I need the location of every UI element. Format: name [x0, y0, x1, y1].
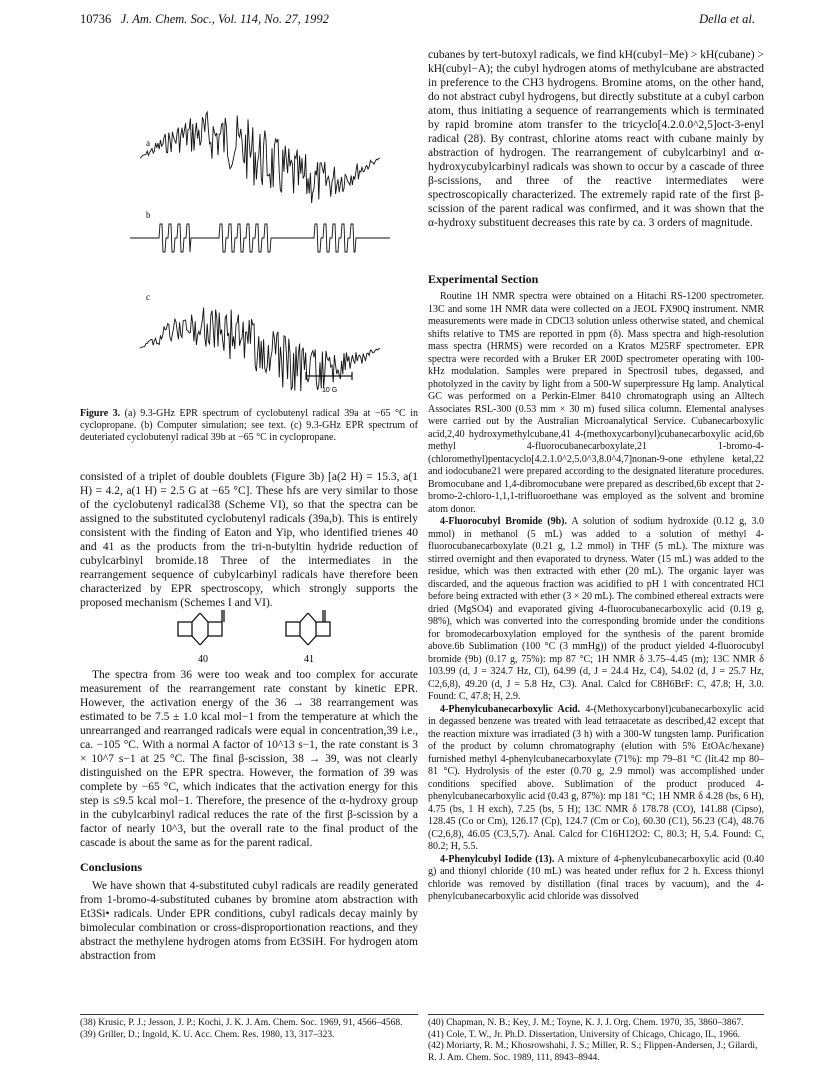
running-header-left: [80, 12, 329, 27]
spectrum-line: [140, 112, 380, 203]
structure-40: [178, 610, 224, 645]
footnote-40: (40) Chapman, N. B.; Key, J. M.; Toyne, K. J. J. Org. Chem. 1970, 35, 3860–3867.: [428, 1018, 744, 1028]
footnote-41: (41) Cole, T. W., Jr. Ph.D. Dissertation, University of Chicago, Chicago, IL, 1966.: [428, 1029, 741, 1040]
footnote-rule: [428, 1014, 764, 1015]
caption-text: (a) 9.3-GHz EPR spectrum of cyclobutenyl radical 39a at −65 °C in cyclopropane. (b) Computer simulation; see text. (c) 9.3-GHz EPR spectrum of deuteriated cyclobutenyl radical 39b at −65 °C in cyclopropane.: [80, 408, 418, 444]
right-paragraph-top: [428, 48, 764, 230]
body-paragraph: cubanes by tert-butoxyl radicals, we find kH(cubyl−Me) > kH(cubane) > kH(cubyl−A); the cubyl hydrogen atoms of methylcubane are abstracted in preference to the CH3 hydrogens. Bromine atoms, on the other hand, do not abstract cubyl hydrogens, but directly substitute at a cubyl carbon atom, thus initiating a sequence of rearrangements which is terminated by rapid bromine atom transfer to the tricyclo[4.2.0.0^2,5]oct-3-enyl radical (28). By contrast, chlorine atoms react with cubane mainly by abstraction of hydrogen. The rearrangement of cubylcarbinyl and α-hydroxycubylcarbinyl radicals was shown to occur by a cascade of three β-scissions, and three of the reactive intermediates were spectroscopically characterized. The extremely rapid rate of the first β-scission of the parent radical was confirmed, and it was shown that the α-hydroxy substituent decreases this rate by ca. 3 orders of magnitude.: [428, 49, 764, 229]
label-40: 40: [198, 654, 208, 665]
structures-40-41: [80, 608, 418, 666]
body-paragraph: consisted of a triplet of double doublets (Figure 3b) [a(2 H) = 15.3, a(1 H) = 4.2, a(1 H) = 2.5 G at −65 °C]. These hfs are very similar to those of the cyclobutenyl radical38 (Scheme VI), so that the spectra can be assigned to the substituted cyclobutenyl radicals (39a,b). This is entirely consistent with the finding of Eaton and Yip, who identified trienes 40 and 41 as the products from the tri-n-butyltin hydride reduction of cubylcarbinyl bromide.18 Three of the intermediates in the rearrangement sequence of cubylcarbinyl radicals have therefore been characterized by EPR spectroscopy, which strongly supports the proposed mechanism (Schemes I and VI).: [80, 471, 418, 609]
spectrum-line: [140, 308, 380, 392]
running-header-authors: Della et al.: [699, 12, 755, 26]
footnotes-right: [428, 1014, 764, 1064]
footnotes-left: [80, 1014, 418, 1041]
figure-caption: [80, 408, 418, 445]
compound-heading: 4-Phenylcubanecarboxylic Acid.: [440, 703, 581, 715]
label-41: 41: [304, 654, 314, 665]
caption-label: Figure 3.: [80, 408, 121, 419]
procedure-text: A solution of sodium hydroxide (0.12 g, 3.0 mmol) in methanol (5 mL) was added to a solution of methyl 4-fluorocubanecarboxylate (0.21 g, 1.2 mmol) in THF (5 mL). The mixture was stirred overnight and then evaporated to dryness. Water (15 mL) was added to the residue, which was then extracted with ether (20 mL). The organic layer was discarded, and the aqueous fraction was acidified to pH 1 with concentrated HCl before being extracted with ether (3 × 20 mL). The combined ethereal extracts were dried (MgSO4) and evaporated giving 4-fluorocubanecarboxylic acid (0.19 g, 98%), which was converted into the corresponding bromide under the conditions for bromodecarboxylation employed for the synthesis of the parent bromide above.6b Sublimation (100 °C (3 mmHg)) of the product yielded 4-fluorocubyl bromide (9b) (0.17 g, 75%): mp 87 °C; 1H NMR δ 3.75–4.45 (m); 13C NMR δ 103.99 (d, J = 324.7 Hz, Cl), 64.99 (d, J = 24.4 Hz, C4), 54.02 (d, J = 25.7 Hz, C2,6,8), 49.20 (d, J = 5.8 Hz, C3). Anal. Calcd for C8H6BrF: C, 47.8; H, 3.0. Found: C, 47.8; H, 2.9.: [428, 516, 764, 702]
panel-label-a: a: [146, 138, 150, 148]
procedure-text: 4-(Methoxycarbonyl)cubanecarboxylic acid in degassed benzene was treated with lead tetraacetate as described,42 except that the reaction mixture was irradiated (3 h) with a 300-W tungsten lamp. Purification of the product by column chromatography (elution with 5% EtOAc/hexane) furnished methyl 4-phenylcubanecarboxylate (71%): mp 79–81 °C (lit.42 mp 80–81 °C). Hydrolysis of the ester (0.70 g, 2.9 mmol) was accomplished under conditions specified above. Sublimation of the product produced 4-phenylcubanecarboxylic acid (0.43 g, 87%): mp 181 °C; 1H NMR δ 4.28 (bs, 6 H), 4.75 (bs, 1 H exch), 7.25 (bs, 5 H); 13C NMR δ 178.78 (CO), 141.88 (Cipso), 128.45 (Co or Cm), 126.17 (Cp), 124.7 (Cm or Co), 60.30 (C1), 56.23 (C4), 48.76 (C2,6,8), 46.05 (C3,5,7). Anal. Calcd for C16H12O2: C, 80.3; H, 5.4. Found: C, 80.2; H, 5.5.: [428, 703, 764, 852]
procedure-text: A mixture of 4-phenylcubanecarboxylic acid (0.40 g) and thionyl chloride (10 mL) was heated under reflux for 2 h. Excess thionyl chloride was removed by distillation (final traces by vacuum), and the 4-phenylcubanecarboxylic acid chloride was dissolved: [428, 853, 764, 902]
body-paragraph: The spectra from 36 were too weak and too complex for accurate measurement of the rearrangement rate constant by kinetic EPR. However, the activation energy of the 36 → 38 rearrangement was estimated to be 7.5 ± 1.0 kcal mol−1 from the temperature at which the unrearranged and rearranged radicals were equal in concentration,39 i.e., ca. −105 °C. With a normal A factor of 10^13 s−1, the rate constant is 3 × 10^7 s−1 at 25 °C. The final β-scission, 38 → 39, was not clearly distinguished on the EPR spectra. However, the formation of 39 was complete by −65 °C, which indicates that the activation energy for this step is ≤9.5 kcal mol−1. Therefore, the presence of the α-hydroxy group in the cubylcarbinyl radical reduces the rate of the first β-scission by a factor of nearly 10^3, but the overall rate to the final product of the cascade is about the same as for the parent radical.: [80, 669, 418, 849]
panel-label-b: b: [146, 210, 151, 220]
compound-heading: 4-Fluorocubyl Bromide (9b).: [440, 516, 568, 527]
panel-label-c: c: [146, 292, 150, 302]
section-heading: Conclusions: [80, 860, 143, 874]
experimental-paragraph: [428, 704, 764, 854]
body-paragraph: We have shown that 4-substituted cubyl radicals are readily generated from 1-bromo-4-substituted cubanes by bromine atom abstraction with Et3Si• radicals. Under EPR conditions, cubyl radicals decay mainly by bimolecular combination or cross-disproportionation reactions, and they abstract the methylene hydrogen atoms from Et3SiH. For hydrogen atom abstraction from: [80, 880, 418, 962]
journal-name: J. Am. Chem. Soc.,: [120, 12, 215, 26]
structure-41: [286, 610, 330, 645]
figure-3: [80, 48, 418, 408]
footnote-42: (42) Moriarty, R. M.; Khosrowshahi, J. S.; Miller, R. S.; Flippen-Andersen, J.; Gilardi, R. J. Am. Chem. Soc. 1989, 111, 8943–8944.: [428, 1041, 758, 1063]
scale-label: 10 G: [322, 387, 338, 394]
spectrum-line: [130, 224, 390, 252]
epr-trace-c: [140, 308, 380, 392]
scale-bar: [306, 372, 352, 394]
page-number: 10736: [80, 12, 112, 26]
section-heading: Experimental Section: [428, 272, 539, 286]
epr-spectra-figure: [80, 48, 418, 408]
footnote-rule: [80, 1014, 418, 1015]
footnote-38: (38) Krusic, P. J.; Jesson, J. P.; Kochi, J. K. J. Am. Chem. Soc. 1969, 91, 4566–4568.: [80, 1018, 403, 1028]
experimental-section: [428, 266, 764, 904]
experimental-paragraph: [428, 516, 764, 704]
footnote-39: (39) Griller, D.; Ingold, K. U. Acc. Chem. Res. 1980, 13, 317–323.: [80, 1029, 335, 1040]
volume-info: Vol. 114, No. 27, 1992: [217, 12, 329, 26]
chemical-structures: [80, 608, 418, 666]
conclusions-section: [80, 854, 418, 963]
epr-trace-b: [130, 224, 390, 252]
compound-heading: 4-Phenylcubyl Iodide (13).: [440, 853, 555, 865]
experimental-paragraph: Routine 1H NMR spectra were obtained on a Hitachi RS-1200 spectrometer. 13C and some 1H NMR data were collected on a JEOL FX90Q instrument. NMR measurements were made in CDCl3 solution unless otherwise stated, and chemical shifts relative to TMS are reported in ppm (δ). Mass spectra and high-resolution mass spectra (HRMS) were recorded on a Kratos M25RF spectrometer. EPR spectra were recorded with a Bruker ER 200D spectrometer operating with 100-kHz modulation. Samples were prepared in Spectrosil tubes, degassed, and photolyzed in the cavity by light from a 500-W superpressure Hg lamp. Analytical GC was performed on a Perkin-Elmer 8410 chromatograph using an Alltech Associates RSL-300 (0.53 mm × 30 m) fused silica column. Elemental analyses were carried out by the Australian Microanalytical Service. Cubanecarboxylic acid,2,40 hydroxymethylcubane,41 4-(methoxycarbonyl)cubanecarboxylic acid,6b methyl 4-fluorocubanecarboxylate,21 1-bromo-4-(chloromethyl)pentacyclo[4.2.1.0^2,5.0^3,8.0^4,7]nonan-9-one ethylene ketal,22 and iodocubane21 were prepared according to the designated literature procedures. Bromocubane and 1,4-dibromocubane were prepared as described,6b except that 2-bromo-2-chloro-1,1,1-trifluoroethane was employed as the solvent and bromine atom donor.: [428, 291, 764, 515]
left-paragraph-2: [80, 668, 418, 850]
left-paragraph-1: [80, 470, 418, 610]
epr-trace-a: [140, 112, 380, 203]
experimental-paragraph: [428, 854, 764, 904]
